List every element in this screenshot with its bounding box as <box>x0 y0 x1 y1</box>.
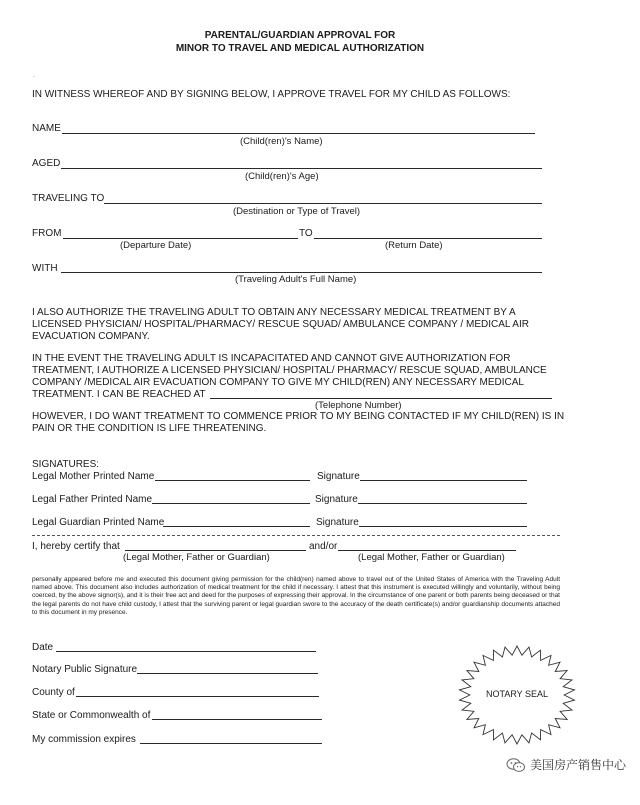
return-caption: (Return Date) <box>385 240 443 251</box>
notary-signature-label: Notary Public Signature <box>32 664 138 675</box>
mother-signature-line[interactable] <box>360 480 527 481</box>
auth-para1-line2: LICENSED PHYSICIAN/ HOSPITAL/PHARMACY/ RESCUE SQUAD/ AMBULANCE COMPANY / MEDICAL AIR <box>32 319 529 330</box>
auth-para2-line4: TREATMENT. I CAN BE REACHED AT <box>32 389 206 400</box>
state-line[interactable] <box>152 719 322 720</box>
auth-para2-line1: IN THE EVENT THE TRAVELING ADULT IS INCAPACITATED AND CANNOT GIVE AUTHORIZATION FOR <box>32 353 511 364</box>
watermark <box>506 756 626 773</box>
stray-mark: · <box>33 74 35 80</box>
auth-para2-line2: TREATMENT, I AUTHORIZE A LICENSED PHYSICIAN/ HOSPITAL/ PHARMACY/ RESCUE SQUAD, AMBULANCE <box>32 365 547 376</box>
father-name-line[interactable] <box>152 503 310 504</box>
departure-caption: (Departure Date) <box>120 240 192 251</box>
auth-para1-line3: EVACUATION COMPANY. <box>32 331 150 342</box>
aged-line[interactable] <box>61 168 542 169</box>
county-label: County of <box>32 687 75 698</box>
mother-name-label: Legal Mother Printed Name <box>32 471 155 482</box>
form-title-line2: MINOR TO TRAVEL AND MEDICAL AUTHORIZATION <box>175 43 425 54</box>
father-signature-label: Signature <box>315 494 358 505</box>
state-label: State or Commonwealth of <box>32 710 151 721</box>
form-title-line1: PARENTAL/GUARDIAN APPROVAL FOR <box>204 30 396 41</box>
traveling-to-label: TRAVELING TO <box>32 193 105 204</box>
notary-date-label: Date <box>32 642 54 653</box>
certify-name-line-2[interactable] <box>338 550 516 551</box>
auth-para3-line2: PAIN OR THE CONDITION IS LIFE THREATENING. <box>32 423 267 434</box>
name-label: NAME <box>32 123 61 134</box>
aged-caption: (Child(ren)'s Age) <box>245 171 319 182</box>
name-caption: (Child(ren)'s Name) <box>240 136 323 147</box>
guardian-name-label: Legal Guardian Printed Name <box>32 517 165 528</box>
certify-caption-2: (Legal Mother, Father or Guardian) <box>358 552 505 563</box>
traveling-to-line[interactable] <box>104 203 542 204</box>
wechat-icon <box>506 757 526 773</box>
commission-line[interactable] <box>140 743 322 744</box>
with-label: WITH <box>32 263 58 274</box>
to-label: TO <box>299 228 313 239</box>
notary-seal-label: NOTARY SEAL <box>485 689 549 699</box>
aged-label: AGED <box>32 158 61 169</box>
traveling-to-caption: (Destination or Type of Travel) <box>233 206 361 217</box>
name-line[interactable] <box>62 133 535 134</box>
auth-para1-line1: I ALSO AUTHORIZE THE TRAVELING ADULT TO OBTAIN ANY NECESSARY MEDICAL TREATMENT BY A <box>32 307 516 318</box>
notary-signature-line[interactable] <box>137 673 318 674</box>
certify-caption-1: (Legal Mother, Father or Guardian) <box>123 552 270 563</box>
certify-lead: I, hereby certify that <box>32 541 120 552</box>
watermark-text: 美国房产销售中心 <box>529 758 626 772</box>
from-label: FROM <box>32 228 62 239</box>
departure-date-line[interactable] <box>63 238 298 239</box>
county-line[interactable] <box>76 696 319 697</box>
intro-text: IN WITNESS WHEREOF AND BY SIGNING BELOW, I APPROVE TRAVEL FOR MY CHILD AS FOLLOWS: <box>32 89 511 100</box>
certify-andor: and/or <box>309 541 338 552</box>
guardian-signature-line[interactable] <box>359 526 527 527</box>
guardian-signature-label: Signature <box>316 517 359 528</box>
commission-label: My commission expires <box>32 734 136 745</box>
auth-para3-line1: HOWEVER, I DO WANT TREATMENT TO COMMENCE PRIOR TO MY BEING CONTACTED IF MY CHILD(REN) IS IN <box>32 411 565 422</box>
return-date-line[interactable] <box>314 238 542 239</box>
with-caption: (Traveling Adult's Full Name) <box>235 274 357 285</box>
telephone-line[interactable] <box>210 398 552 399</box>
guardian-name-line[interactable] <box>163 526 310 527</box>
certify-name-line-1[interactable] <box>125 550 306 551</box>
mother-signature-label: Signature <box>317 471 360 482</box>
telephone-caption: (Telephone Number) <box>315 400 402 411</box>
notary-statement: personally appeared before me and executed this document giving permission for the child(ren) named above to travel out of the United States of America with the Traveling Adult named above. This document also includes authorization of medical treatment for the child if necessary. I attest that this instrument is executed willingly and voluntarily, without being coerced, by the above signor(s), and it is their free act and deed for the purposes of expressing their approval. In the circumstance of one parent or both parents being deceased or that the legal parents do not have child custody, I attest that the surviving parent or legal guardian swore to the accuracy of the death certificate(s) and/or guardianship documents attached to this document in my presence. <box>32 576 560 616</box>
father-signature-line[interactable] <box>358 503 527 504</box>
section-divider <box>32 535 560 536</box>
signatures-heading: SIGNATURES: <box>32 459 100 470</box>
with-line[interactable] <box>61 272 542 273</box>
father-name-label: Legal Father Printed Name <box>32 494 153 505</box>
notary-date-line[interactable] <box>56 651 316 652</box>
auth-para2-line3: COMPANY /MEDICAL AIR EVACUATION COMPANY TO GIVE MY CHILD(REN) ANY NECESSARY MEDICAL <box>32 377 524 388</box>
mother-name-line[interactable] <box>155 480 310 481</box>
